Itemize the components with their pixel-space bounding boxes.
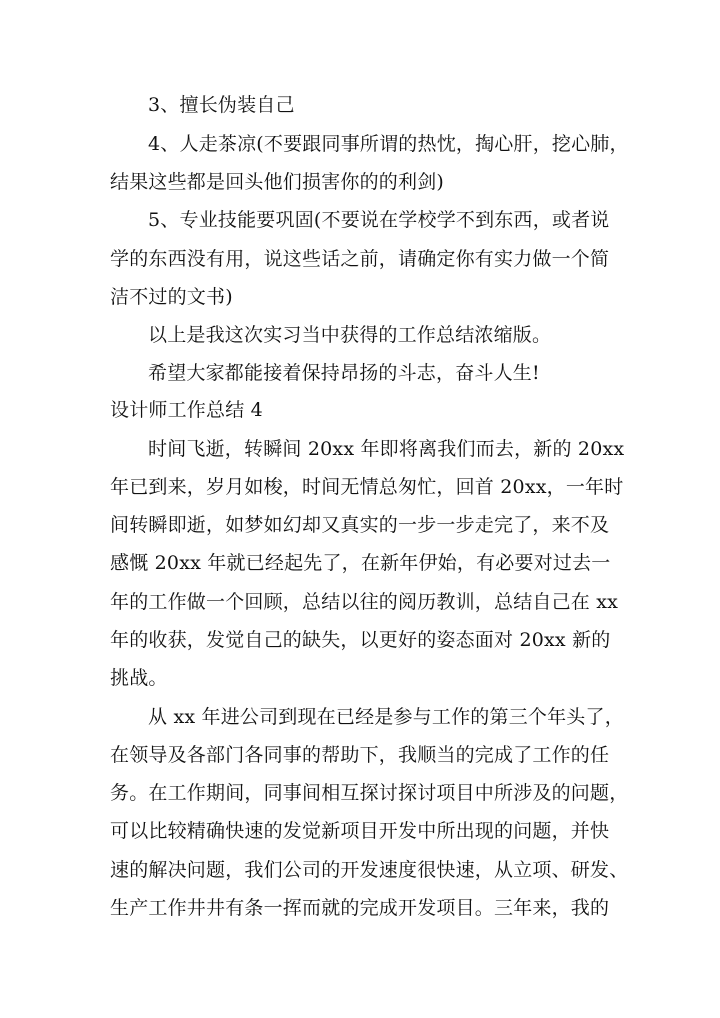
list-item-3: 3、擅长伪装自己 — [148, 94, 295, 116]
paragraph-2-line-6: 生产工作井井有条一挥而就的完成开发项目。三年来，我的 — [110, 897, 610, 919]
section-title: 设计师工作总结 4 — [110, 399, 263, 421]
list-item-4-line-2: 结果这些都是回头他们损害你的的利剑) — [110, 171, 445, 193]
list-item-5-line-2: 学的东西没有用，说这些话之前，请确定你有实力做一个简 — [110, 248, 610, 270]
closing-line-2: 希望大家都能接着保持昂扬的斗志，奋斗人生! — [148, 362, 540, 384]
paragraph-2-line-5: 速的解决问题，我们公司的开发速度很快速，从立项、研发、 — [110, 859, 629, 881]
paragraph-2-line-4: 可以比较精确快速的发觉新项目开发中所出现的问题，并快 — [110, 820, 610, 842]
paragraph-1-line-5: 年的工作做一个回顾，总结以往的阅历教训，总结自己在 xx — [110, 591, 619, 613]
paragraph-1-line-1: 时间飞逝，转瞬间 20xx 年即将离我们而去，新的 20xx — [148, 438, 625, 460]
list-item-4-line-1: 4、人走茶凉(不要跟同事所谓的热忱，掏心肝，挖心肺， — [148, 133, 629, 155]
paragraph-2-line-1: 从 xx 年进公司到现在已经是参与工作的第三个年头了， — [148, 706, 624, 728]
paragraph-1-line-7: 挑战。 — [110, 667, 168, 689]
closing-line-1: 以上是我这次实习当中获得的工作总结浓缩版。 — [148, 324, 552, 346]
paragraph-2-line-2: 在领导及各部门各同事的帮助下，我顺当的完成了工作的任 — [110, 744, 610, 766]
paragraph-1-line-2: 年已到来，岁月如梭，时间无情总匆忙，回首 20xx，一年时 — [110, 476, 624, 498]
paragraph-1-line-6: 年的收获，发觉自己的缺失，以更好的姿态面对 20xx 新的 — [110, 629, 611, 651]
paragraph-1-line-4: 感慨 20xx 年就已经起先了，在新年伊始，有必要对过去一 — [110, 552, 611, 574]
list-item-5-line-3: 洁不过的文书) — [110, 286, 233, 308]
list-item-5-line-1: 5、专业技能要巩固(不要说在学校学不到东西，或者说 — [148, 209, 610, 231]
paragraph-1-line-3: 间转瞬即逝，如梦如幻却又真实的一步一步走完了，来不及 — [110, 514, 610, 536]
paragraph-2-line-3: 务。在工作期间，同事间相互探讨探讨项目中所涉及的问题， — [110, 782, 629, 804]
